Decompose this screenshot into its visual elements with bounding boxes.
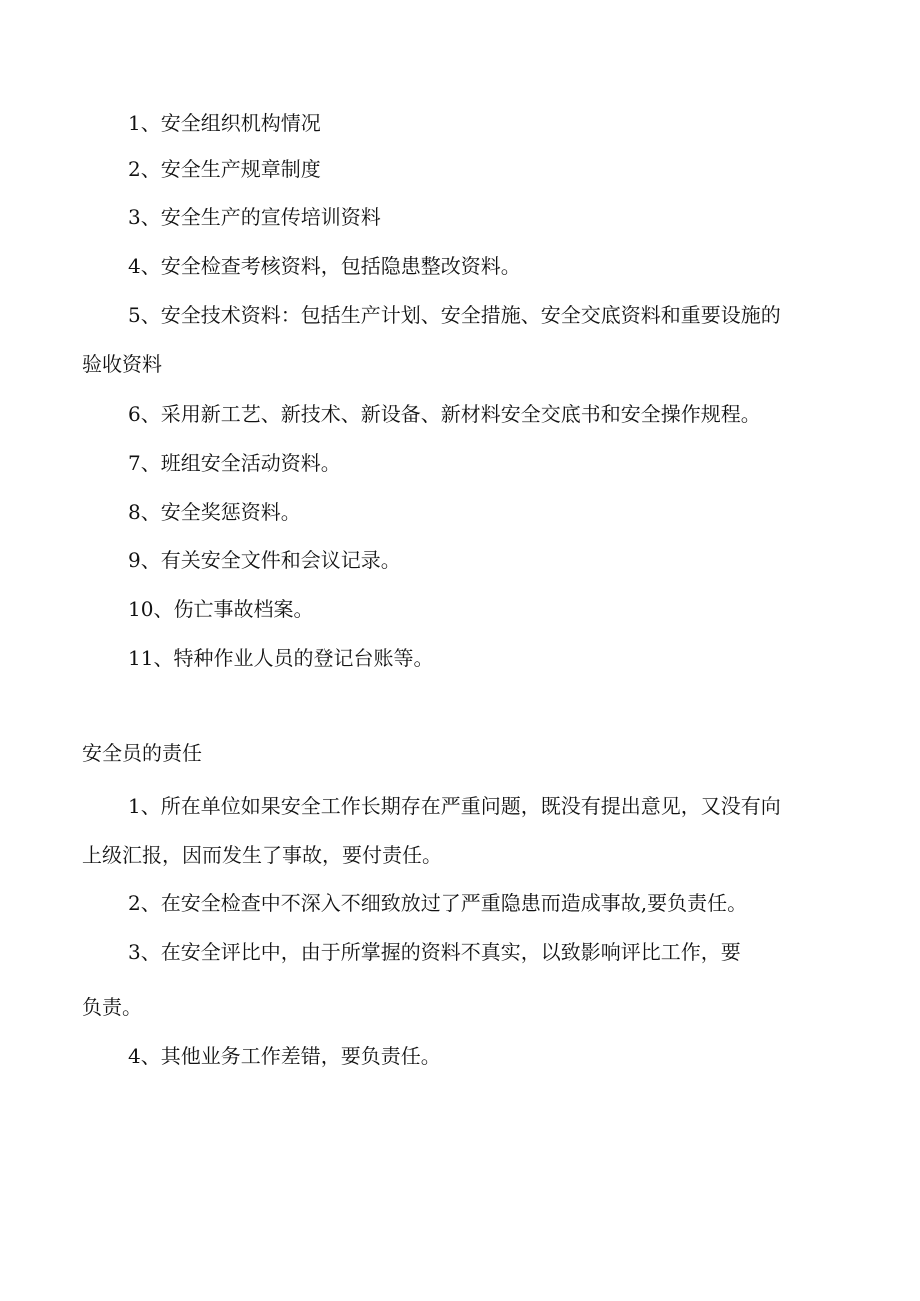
list-item-5: 5、安全技术资料：包括生产计划、安全措施、安全交底资料和重要设施的	[128, 303, 781, 327]
list-item-3: 3、安全生产的宣传培训资料	[128, 205, 381, 229]
list-item-9: 9、有关安全文件和会议记录。	[128, 548, 401, 572]
responsibility-item-1-continuation: 上级汇报，因而发生了事故，要付责任。	[82, 843, 442, 867]
responsibility-item-1: 1、所在单位如果安全工作长期存在严重问题，既没有提出意见，又没有向	[128, 794, 781, 818]
responsibility-item-2: 2、在安全检查中不深入不细致放过了严重隐患而造成事故,要负责任。	[128, 891, 748, 915]
list-item-2: 2、安全生产规章制度	[128, 157, 321, 181]
list-item-8: 8、安全奖惩资料。	[128, 500, 301, 524]
responsibility-item-3: 3、在安全评比中，由于所掌握的资料不真实，以致影响评比工作，要	[128, 940, 741, 964]
list-item-11: 11、特种作业人员的登记台账等。	[128, 646, 434, 670]
responsibility-item-4: 4、其他业务工作差错，要负责任。	[128, 1044, 441, 1068]
section-heading: 安全员的责任	[82, 741, 202, 765]
list-item-4: 4、安全检查考核资料，包括隐患整改资料。	[128, 254, 521, 278]
list-item-5-continuation: 验收资料	[82, 352, 162, 376]
list-item-6: 6、采用新工艺、新技术、新设备、新材料安全交底书和安全操作规程。	[128, 402, 761, 426]
list-item-10: 10、伤亡事故档案。	[128, 597, 314, 621]
list-item-7: 7、班组安全活动资料。	[128, 451, 341, 475]
list-item-1: 1、安全组织机构情况	[128, 111, 321, 135]
responsibility-item-3-continuation: 负责。	[82, 995, 142, 1019]
